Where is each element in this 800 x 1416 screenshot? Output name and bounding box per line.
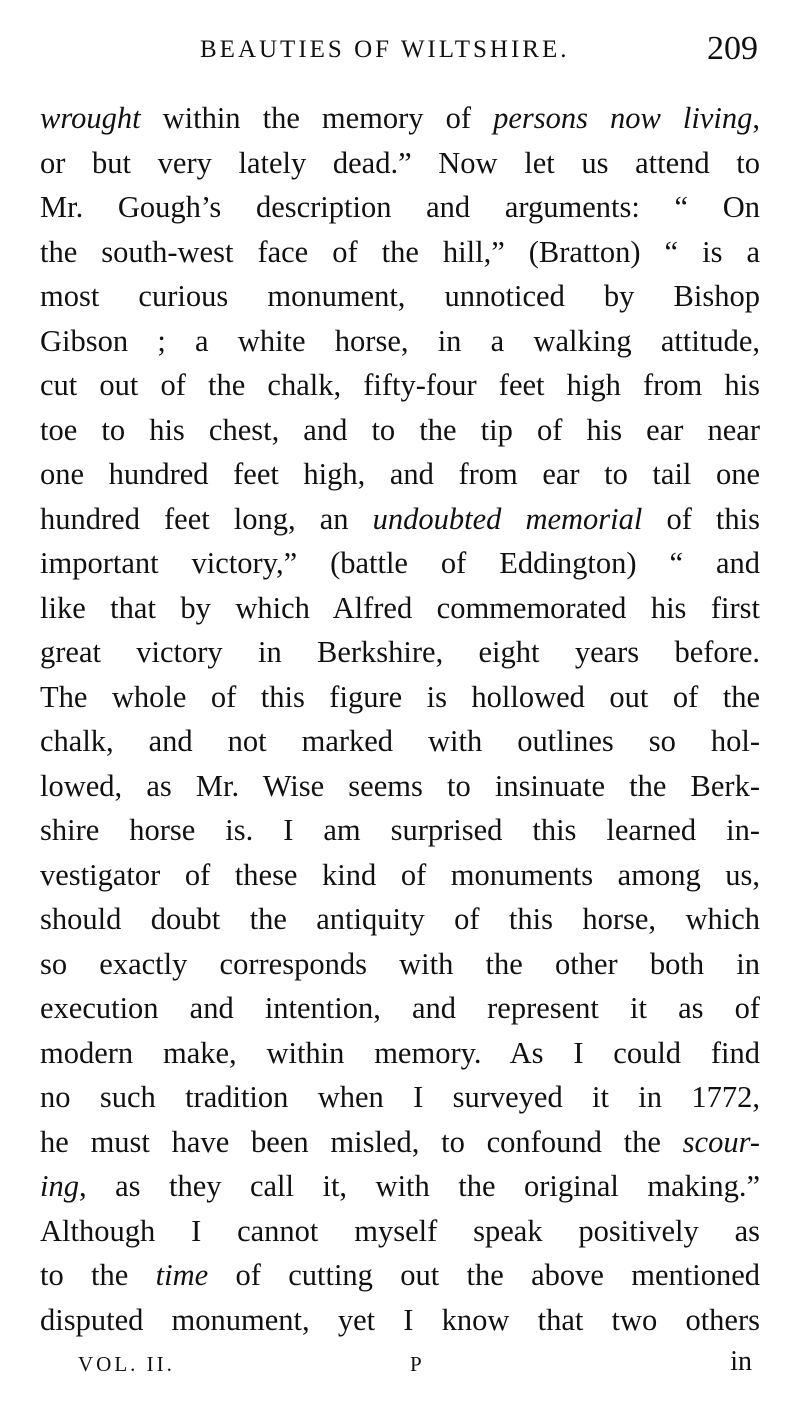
text-run: shire horse is. I am surprised this learned in- <box>40 813 760 847</box>
text-line <box>40 408 760 453</box>
text-line <box>40 96 760 141</box>
text-line <box>40 719 760 764</box>
running-head <box>0 30 800 80</box>
italic-text: ing <box>40 1169 79 1203</box>
signature-mark: P <box>410 1352 422 1376</box>
text-run: , <box>752 101 760 135</box>
italic-text: undoubted memorial <box>372 501 643 536</box>
text-run: , as they call it, with the original making.” <box>78 1169 760 1203</box>
text-run: vestigator of these kind of monuments among us, <box>40 857 760 892</box>
text-run: chalk, and not marked with outlines so hol- <box>40 724 760 758</box>
text-line <box>40 675 760 720</box>
text-run: within the memory of <box>140 101 494 135</box>
text-line <box>40 1164 760 1209</box>
text-line <box>40 586 760 631</box>
text-run: so exactly corresponds with the other both in <box>40 946 760 981</box>
text-run: execution and intention, and represent it as of <box>40 991 760 1025</box>
text-run: lowed, as Mr. Wise seems to insinuate the Berk- <box>40 768 760 803</box>
italic-text: time <box>155 1258 209 1292</box>
text-run: great victory in Berkshire, eight years before. <box>40 635 760 669</box>
text-line <box>40 363 760 408</box>
italic-text: scour- <box>682 1124 760 1159</box>
catchword: in <box>730 1346 752 1377</box>
text-run: no such tradition when I surveyed it in 1772, <box>40 1080 760 1114</box>
text-line <box>40 764 760 809</box>
text-line <box>40 986 760 1031</box>
italic-text: persons now living <box>493 101 753 135</box>
text-run: cut out of the chalk, fifty-four feet high from his <box>40 368 760 402</box>
text-run: of this <box>642 501 760 536</box>
body-text <box>40 96 760 1342</box>
text-run: or but very lately dead.” Now let us attend to <box>40 145 760 180</box>
text-line <box>40 452 760 497</box>
text-run: disputed monument, yet I know that two others <box>40 1302 760 1337</box>
text-run: Gibson ; a white horse, in a walking attitude, <box>40 323 760 358</box>
page-footer <box>0 1346 800 1386</box>
text-run: should doubt the antiquity of this horse, which <box>40 902 760 936</box>
text-run: hundred feet long, an <box>40 501 373 536</box>
text-line <box>40 1253 760 1298</box>
text-run: to the <box>40 1258 156 1292</box>
text-run: toe to his chest, and to the tip of his ear near <box>40 412 760 447</box>
text-run: the south-west face of the hill,” (Bratton) “ is a <box>40 234 760 269</box>
text-line <box>40 319 760 364</box>
text-line <box>40 497 760 542</box>
text-line <box>40 274 760 319</box>
text-line <box>40 541 760 586</box>
text-line <box>40 1209 760 1254</box>
text-run: he must have been misled, to confound the <box>40 1124 683 1159</box>
text-run: important victory,” (battle of Eddington) “ and <box>40 546 760 580</box>
text-run: modern make, within memory. As I could find <box>40 1035 760 1070</box>
text-run: most curious monument, unnoticed by Bishop <box>40 279 760 313</box>
text-line <box>40 185 760 230</box>
text-run: of cutting out the above mentioned <box>208 1258 760 1292</box>
text-run: Although I cannot myself speak positively as <box>40 1213 760 1248</box>
text-run: like that by which Alfred commemorated his first <box>40 590 760 625</box>
text-run: The whole of this figure is hollowed out of the <box>40 679 760 714</box>
text-run: Mr. Gough’s description and arguments: “ On <box>40 190 760 224</box>
text-line <box>40 1075 760 1120</box>
text-line <box>40 630 760 675</box>
volume-marker: VOL. II. <box>78 1352 175 1376</box>
page-number: 209 <box>707 30 758 67</box>
text-line <box>40 230 760 275</box>
text-line <box>40 1298 760 1343</box>
running-title: BEAUTIES OF WILTSHIRE. <box>200 36 570 63</box>
text-line <box>40 141 760 186</box>
text-line <box>40 853 760 898</box>
text-line <box>40 808 760 853</box>
text-line <box>40 1120 760 1165</box>
italic-text: wrought <box>40 101 141 135</box>
text-run: one hundred feet high, and from ear to tail one <box>40 457 760 491</box>
text-line <box>40 942 760 987</box>
text-line <box>40 897 760 942</box>
text-line <box>40 1031 760 1076</box>
